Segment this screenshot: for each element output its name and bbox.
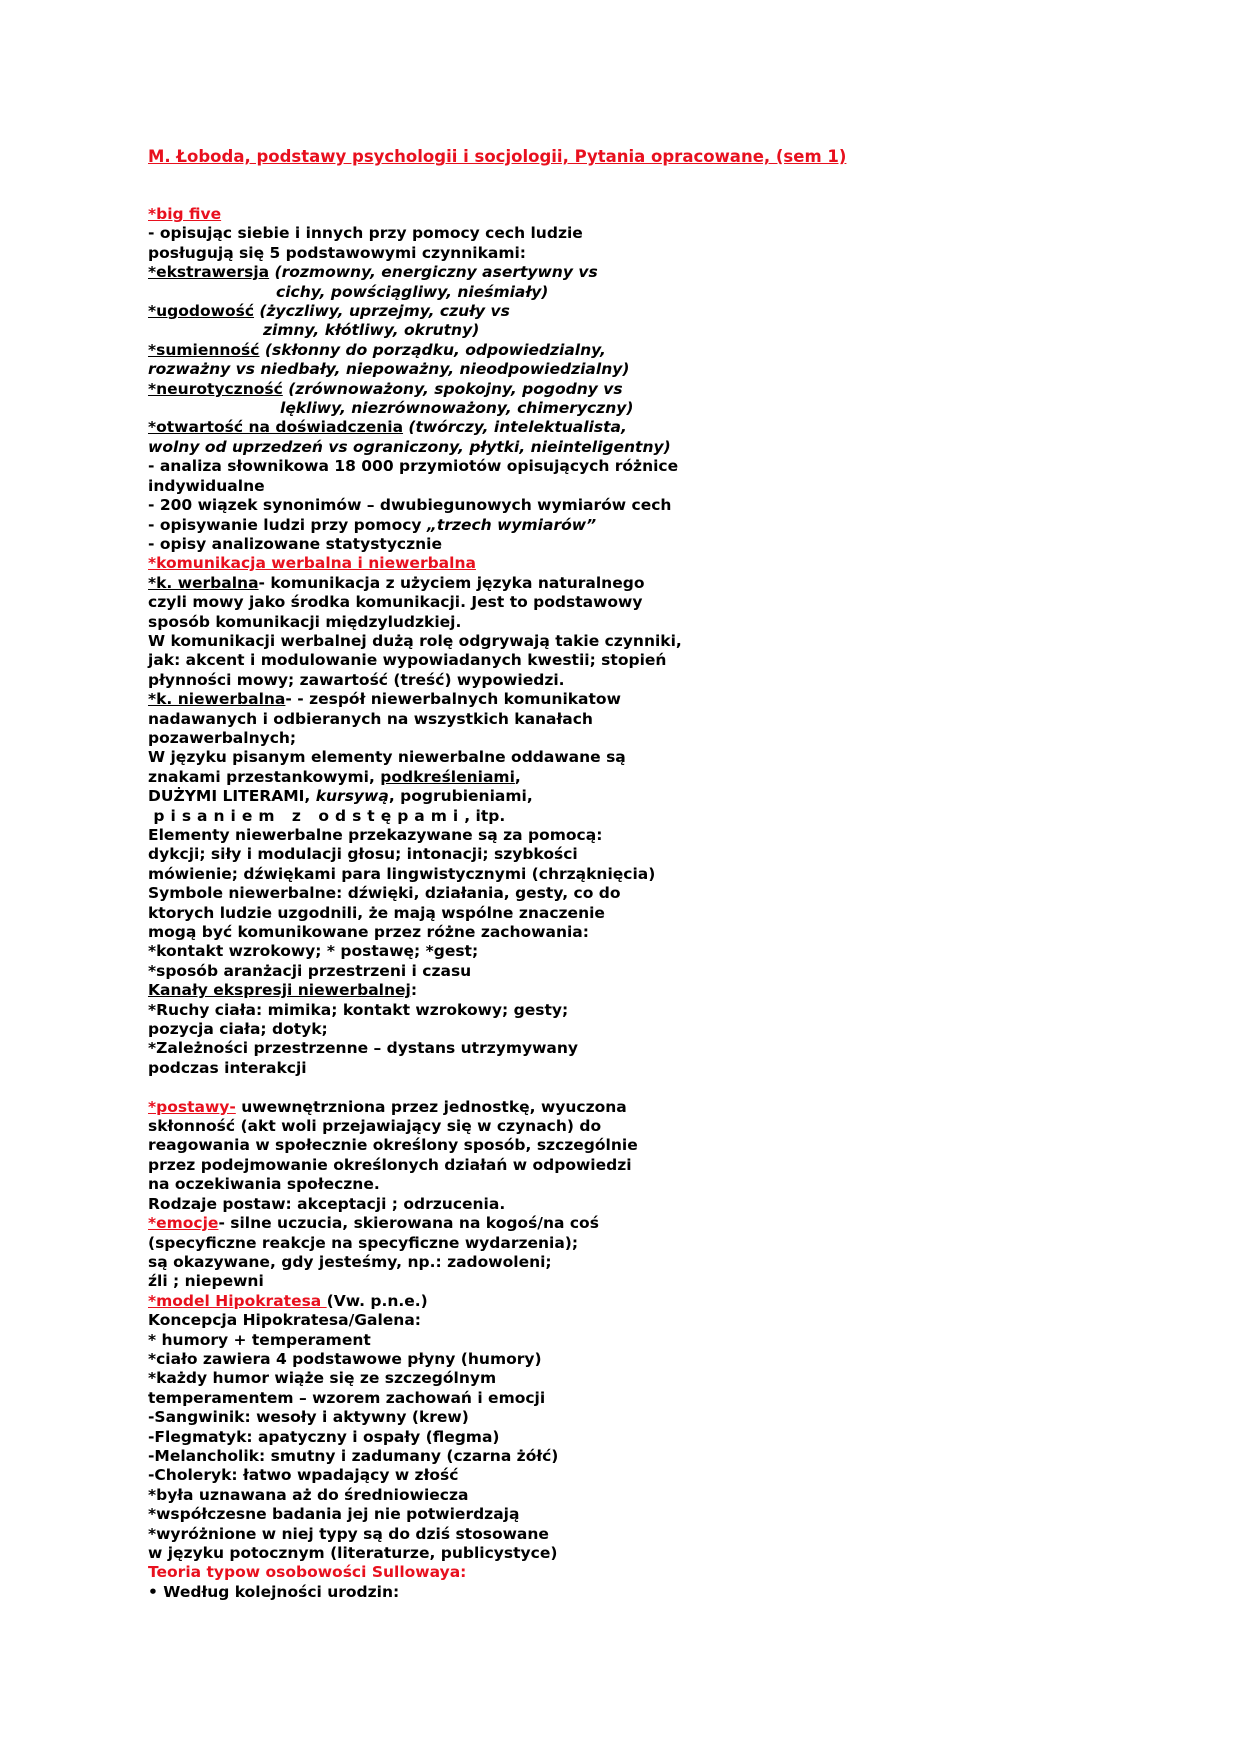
trait-openness <box>148 418 1148 437</box>
text-span: , <box>514 767 521 786</box>
text-line: jak: akcent i modulowanie wypowiadanych kwestii; stopień <box>148 651 667 670</box>
text-line: reagowania w społecznie określony sposób, szczególnie <box>148 1136 638 1155</box>
text-line: podczas interakcji <box>148 1058 307 1077</box>
section-heading-big-five: *big five <box>148 205 222 223</box>
trait-name: *neurotyczność <box>148 379 283 398</box>
text-line: *była uznawana aż do średniowiecza <box>148 1485 469 1504</box>
trait-desc: (twórczy, intelektualista, <box>403 418 627 437</box>
text-line: -Choleryk: łatwo wpadający w złość <box>148 1466 459 1485</box>
text-line: *Zależności przestrzenne – dystans utrzymywany <box>148 1039 579 1058</box>
trait-desc-cont: zimny, kłótliwy, okrutny) <box>263 321 480 340</box>
trait-extraversion <box>148 263 1148 282</box>
text-line: mogą być komunikowane przez różne zachowania: <box>148 923 589 942</box>
text-span: : <box>410 981 418 1000</box>
text-line: ktorych ludzie uzgodnili, że mają wspólne znaczenie <box>148 903 605 922</box>
definition: uwewnętrzniona przez jednostkę, wyuczona <box>235 1097 627 1116</box>
trait-desc: (skłonny do porządku, odpowiedzialny, <box>259 340 606 359</box>
trait-name: *sumienność <box>148 340 260 359</box>
text-line: są okazywane, gdy jesteśmy, np.: zadowoleni; <box>148 1252 552 1271</box>
text-line: *każdy humor wiąże się ze szczególnym <box>148 1369 497 1388</box>
text-line: Koncepcja Hipokratesa/Galena: <box>148 1311 421 1330</box>
text-span: - opisywanie ludzi przy pomocy <box>148 515 427 534</box>
trait-agreeableness <box>148 302 1148 321</box>
text-line: przez podejmowanie określonych działań w odpowiedzi <box>148 1155 632 1174</box>
spaced-span: pisaniem z odstępami <box>153 806 465 825</box>
era: (Vw. p.n.e.) <box>326 1291 428 1310</box>
definition: - silne uczucia, skierowana na kogoś/na coś <box>218 1214 599 1233</box>
text-line: W języku pisanym elementy niewerbalne oddawane są <box>148 748 626 767</box>
section-heading-emotions: *emocje <box>148 1214 219 1233</box>
term: *k. niewerbalna <box>148 690 286 709</box>
text-span: DUŻYMI LITERAMI, <box>148 787 316 806</box>
text-line: dykcji; siły i modulacji głosu; intonacji; szybkości <box>148 845 578 864</box>
trait-neuroticism <box>148 380 1148 399</box>
term: *k. werbalna <box>148 573 259 592</box>
text-line: posługują się 5 podstawowymi czynnikami: <box>148 243 526 262</box>
text-span: znakami przestankowymi, <box>148 767 381 786</box>
text-line: mówienie; dźwiękami para lingwistycznymi (chrząknięcia) <box>148 864 656 883</box>
text-line: W komunikacji werbalnej dużą rolę odgrywają takie czynniki, <box>148 631 682 650</box>
trait-desc: (rozmowny, energiczny asertywny vs <box>269 263 598 282</box>
text-line: sposób komunikacji międzyludzkiej. <box>148 612 462 631</box>
text-line: czyli mowy jako środka komunikacji. Jest to podstawowy <box>148 593 643 612</box>
trait-desc-cont: cichy, powściągliwy, nieśmiały) <box>276 282 549 301</box>
text-line: -Sangwinik: wesoły i aktywny (krew) <box>148 1408 469 1427</box>
channels-heading <box>148 981 1148 1000</box>
spacer <box>148 1078 1148 1097</box>
text-line: na oczekiwania społeczne. <box>148 1175 380 1194</box>
trait-desc-cont: lękliwy, niezrównoważony, chimeryczny) <box>280 399 634 418</box>
trait-name: *ekstrawersja <box>148 263 270 282</box>
bullet-item: • Według kolejności urodzin: <box>148 1582 400 1601</box>
trait-desc: (zrównoważony, spokojny, pogodny vs <box>282 379 623 398</box>
text-line: *ciało zawiera 4 podstawowe płyny (humory) <box>148 1349 542 1368</box>
text-line: - opisy analizowane statystycznie <box>148 534 443 553</box>
text-line: skłonność (akt woli przejawiający się w czynach) do <box>148 1117 602 1136</box>
italic-span: „trzech wymiarów” <box>426 515 597 534</box>
text-line: *współczesne badania jej nie potwierdzają <box>148 1505 520 1524</box>
text-line: Symbole niewerbalne: dźwięki, działania, gesty, co do <box>148 884 621 903</box>
trait-desc: (życzliwy, uprzejmy, czuły vs <box>254 302 510 321</box>
text-line: *Ruchy ciała: mimika; kontakt wzrokowy; gesty; <box>148 1000 569 1019</box>
text-line: - opisując siebie i innych przy pomocy cech ludzie <box>148 224 583 243</box>
text-line: -Melancholik: smutny i zadumany (czarna żółć) <box>148 1446 559 1465</box>
text-line: płynności mowy; zawartość (treść) wypowiedzi. <box>148 670 565 689</box>
text-line: -Flegmatyk: apatyczny i ospały (flegma) <box>148 1427 500 1446</box>
trait-conscientiousness <box>148 341 1148 360</box>
text-span: , pogrubieniami, <box>388 787 533 806</box>
trait-desc-cont: wolny od uprzedzeń vs ograniczony, płytki, nieinteligentny) <box>148 437 671 456</box>
section-heading-sulloway: Teoria typow osobowości Sullowaya: <box>148 1563 467 1582</box>
text-line: - analiza słownikowa 18 000 przymiotów opisujących różnice <box>148 457 679 476</box>
trait-desc-cont: rozważny vs niedbały, niepoważny, nieodpowiedzialny) <box>148 360 630 379</box>
nonverbal-definition <box>148 690 1148 709</box>
text-line: źli ; niepewni <box>148 1272 264 1291</box>
emotions-definition <box>148 1214 1148 1233</box>
document-title: M. Łoboda, podstawy psychologii i socjologii, Pytania opracowane, (sem 1) <box>148 147 847 166</box>
text-line: (specyficzne reakcje na specyficzne wydarzenia); <box>148 1233 579 1252</box>
text-line <box>148 516 1148 535</box>
text-span: , itp. <box>464 806 506 825</box>
text-line <box>148 787 1148 806</box>
hippocrates-heading-line <box>148 1292 1148 1311</box>
text-line: Elementy niewerbalne przekazywane są za pomocą: <box>148 826 603 844</box>
text-line: w języku potocznym (literaturze, publicystyce) <box>148 1544 558 1563</box>
text-line: pozawerbalnych; <box>148 728 297 747</box>
definition: - - zespół niewerbalnych komunikatow <box>285 690 621 709</box>
text-line: * humory + temperament <box>148 1330 371 1349</box>
text-line: nadawanych i odbieranych na wszystkich kanałach <box>148 709 593 728</box>
text-line: indywidualne <box>148 476 265 495</box>
underlined-span: Kanały ekspresji niewerbalnej <box>148 981 411 1000</box>
text-line: Rodzaje postaw: akceptacji ; odrzucenia. <box>148 1194 506 1213</box>
section-heading-communication: *komunikacja werbalna i niewerbalna <box>148 554 476 573</box>
trait-name: *otwartość na doświadczenia <box>148 418 404 437</box>
attitudes-definition <box>148 1098 1148 1117</box>
definition: - komunikacja z użyciem języka naturalnego <box>258 573 645 592</box>
text-line <box>148 807 1148 826</box>
italic-span: kursywą <box>315 787 389 806</box>
text-line <box>148 768 1148 787</box>
text-line: - 200 wiązek synonimów – dwubiegunowych wymiarów cech <box>148 496 672 515</box>
text-line: *sposób aranżacji przestrzeni i czasu <box>148 961 472 980</box>
underlined-span: podkreśleniami <box>380 767 515 786</box>
text-line: *kontakt wzrokowy; * postawę; *gest; <box>148 942 479 961</box>
section-heading-attitudes: *postawy- <box>148 1097 236 1116</box>
text-line: *wyróżnione w niej typy są do dziś stosowane <box>148 1524 549 1543</box>
document-page <box>148 147 1148 1602</box>
trait-name: *ugodowość <box>148 302 255 321</box>
text-line: pozycja ciała; dotyk; <box>148 1020 328 1039</box>
section-heading-hippocrates: *model Hipokratesa <box>148 1291 327 1310</box>
text-line: temperamentem – wzorem zachowań i emocji <box>148 1388 546 1407</box>
verbal-definition <box>148 574 1148 593</box>
